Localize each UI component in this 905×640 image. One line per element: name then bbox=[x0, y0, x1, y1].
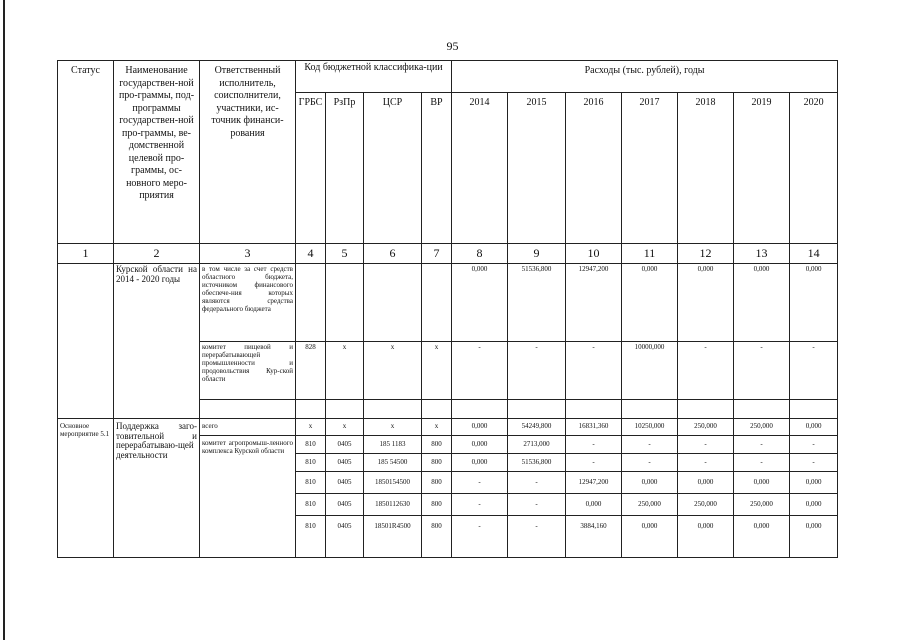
column-number: 6 bbox=[364, 244, 422, 264]
value-cell: 0,000 bbox=[790, 516, 838, 558]
header-name: Наименование государствен-ной про-граммы, под-программы государствен-ной про-граммы, ве-домственной целевой про-граммы, ос-новного меро-приятия bbox=[114, 61, 200, 244]
value-cell: - bbox=[734, 342, 790, 400]
header-year: 2018 bbox=[678, 93, 734, 244]
value-cell: 0,000 bbox=[678, 264, 734, 342]
value-cell: 2713,000 bbox=[508, 436, 566, 454]
value-cell: 250,000 bbox=[734, 419, 790, 436]
value-cell: 0,000 bbox=[678, 472, 734, 494]
status-cell bbox=[58, 264, 114, 419]
header-year: 2020 bbox=[790, 93, 838, 244]
header-code-group: Код бюджетной классифика-ции bbox=[296, 61, 452, 93]
rzpr-cell: 0405 bbox=[326, 436, 364, 454]
value-cell: 250,000 bbox=[734, 494, 790, 516]
grbs-cell bbox=[296, 264, 326, 342]
vr-cell: 800 bbox=[422, 436, 452, 454]
vr-cell: 800 bbox=[422, 454, 452, 472]
page-number: 95 bbox=[446, 39, 459, 53]
vr-cell: 800 bbox=[422, 516, 452, 558]
column-number: 3 bbox=[200, 244, 296, 264]
grbs-cell: 810 bbox=[296, 472, 326, 494]
value-cell: 0,000 bbox=[452, 264, 508, 342]
value-cell: 12947,200 bbox=[566, 264, 622, 342]
rzpr-cell: х bbox=[326, 419, 364, 436]
value-cell: - bbox=[452, 472, 508, 494]
value-cell: - bbox=[678, 454, 734, 472]
value-cell: - bbox=[790, 436, 838, 454]
value-cell: 12947,200 bbox=[566, 472, 622, 494]
value-cell: - bbox=[508, 472, 566, 494]
column-number: 1 bbox=[58, 244, 114, 264]
rzpr-cell: 0405 bbox=[326, 454, 364, 472]
column-number: 8 bbox=[452, 244, 508, 264]
value-cell: - bbox=[622, 454, 678, 472]
grbs-cell: 828 bbox=[296, 342, 326, 400]
column-number: 12 bbox=[678, 244, 734, 264]
value-cell: 0,000 bbox=[790, 264, 838, 342]
value-cell: - bbox=[508, 494, 566, 516]
rzpr-cell: 0405 bbox=[326, 472, 364, 494]
value-cell: 51536,800 bbox=[508, 454, 566, 472]
header-grbs: ГРБС bbox=[296, 93, 326, 244]
executor-cell: комитет агропромыш-ленного комплекса Курской области bbox=[200, 436, 296, 558]
column-number-row bbox=[58, 244, 838, 264]
header-csr: ЦСР bbox=[364, 93, 422, 244]
value-cell: - bbox=[790, 342, 838, 400]
value-cell: 54249,800 bbox=[508, 419, 566, 436]
value-cell: 3884,160 bbox=[566, 516, 622, 558]
vr-cell bbox=[422, 264, 452, 342]
header-rzpr: РзПр bbox=[326, 93, 364, 244]
grbs-cell: х bbox=[296, 419, 326, 436]
column-number: 14 bbox=[790, 244, 838, 264]
grbs-cell: 810 bbox=[296, 454, 326, 472]
value-cell: 0,000 bbox=[734, 516, 790, 558]
value-cell: 10000,000 bbox=[622, 342, 678, 400]
value-cell: - bbox=[452, 494, 508, 516]
column-number: 4 bbox=[296, 244, 326, 264]
csr-cell: 185 1183 bbox=[364, 436, 422, 454]
column-number: 9 bbox=[508, 244, 566, 264]
header-year: 2016 bbox=[566, 93, 622, 244]
status-cell: Основное мероприятие 5.1 bbox=[58, 419, 114, 558]
rzpr-cell bbox=[326, 264, 364, 342]
column-number: 7 bbox=[422, 244, 452, 264]
header-year: 2014 bbox=[452, 93, 508, 244]
value-cell: 250,000 bbox=[678, 419, 734, 436]
value-cell: 10250,000 bbox=[622, 419, 678, 436]
column-number: 2 bbox=[114, 244, 200, 264]
vr-cell: 800 bbox=[422, 472, 452, 494]
table-row bbox=[58, 264, 838, 342]
executor-cell: комитет пищевой и перерабатывающей промышленности и продовольствия Кур-ской области bbox=[200, 342, 296, 400]
rzpr-cell: 0405 bbox=[326, 494, 364, 516]
csr-cell: 185 54500 bbox=[364, 454, 422, 472]
budget-table bbox=[57, 60, 838, 558]
value-cell: 0,000 bbox=[622, 472, 678, 494]
value-cell: 16831,360 bbox=[566, 419, 622, 436]
grbs-cell: 810 bbox=[296, 516, 326, 558]
header-executor: Ответственный исполнитель, соисполнители, участники, ис-точник финанси-рования bbox=[200, 61, 296, 244]
executor-cell: в том числе за счет средств областного бюджета, источником финансового обеспече-ния которых являются средства федерального бюджета bbox=[200, 264, 296, 342]
value-cell: - bbox=[734, 454, 790, 472]
value-cell: 0,000 bbox=[790, 494, 838, 516]
executor-cell: всего bbox=[200, 419, 296, 436]
value-cell: 250,000 bbox=[622, 494, 678, 516]
csr-cell bbox=[364, 264, 422, 342]
value-cell: 0,000 bbox=[734, 472, 790, 494]
value-cell: - bbox=[508, 516, 566, 558]
value-cell: 0,000 bbox=[734, 264, 790, 342]
value-cell: - bbox=[734, 436, 790, 454]
table-row bbox=[58, 419, 838, 436]
value-cell: 0,000 bbox=[790, 472, 838, 494]
header-year: 2015 bbox=[508, 93, 566, 244]
vr-cell: 800 bbox=[422, 494, 452, 516]
header-expenses-group: Расходы (тыс. рублей), годы bbox=[452, 61, 838, 93]
csr-cell: 1850154500 bbox=[364, 472, 422, 494]
vr-cell: х bbox=[422, 342, 452, 400]
value-cell: 0,000 bbox=[622, 516, 678, 558]
value-cell: - bbox=[678, 342, 734, 400]
value-cell: - bbox=[508, 342, 566, 400]
vr-cell: х bbox=[422, 419, 452, 436]
header-vr: ВР bbox=[422, 93, 452, 244]
value-cell: 250,000 bbox=[678, 494, 734, 516]
value-cell: 0,000 bbox=[452, 419, 508, 436]
grbs-cell: 810 bbox=[296, 436, 326, 454]
column-number: 10 bbox=[566, 244, 622, 264]
program-name-cell: Поддержка заго-товительной и перерабатываю-щей деятельности bbox=[114, 419, 200, 558]
grbs-cell: 810 bbox=[296, 494, 326, 516]
value-cell: - bbox=[566, 436, 622, 454]
header-year: 2019 bbox=[734, 93, 790, 244]
csr-cell: х bbox=[364, 419, 422, 436]
rzpr-cell: х bbox=[326, 342, 364, 400]
value-cell: 0,000 bbox=[622, 264, 678, 342]
value-cell: - bbox=[678, 436, 734, 454]
column-number: 13 bbox=[734, 244, 790, 264]
value-cell: - bbox=[452, 342, 508, 400]
value-cell: 0,000 bbox=[678, 516, 734, 558]
value-cell: 51536,800 bbox=[508, 264, 566, 342]
value-cell: 0,000 bbox=[452, 436, 508, 454]
column-number: 11 bbox=[622, 244, 678, 264]
value-cell: 0,000 bbox=[452, 454, 508, 472]
value-cell: 0,000 bbox=[566, 494, 622, 516]
csr-cell: х bbox=[364, 342, 422, 400]
csr-cell: 18501R4500 bbox=[364, 516, 422, 558]
value-cell: - bbox=[790, 454, 838, 472]
value-cell: - bbox=[622, 436, 678, 454]
header-year: 2017 bbox=[622, 93, 678, 244]
value-cell: - bbox=[566, 342, 622, 400]
value-cell: 0,000 bbox=[790, 419, 838, 436]
value-cell: - bbox=[566, 454, 622, 472]
program-name-cell: Курской области на 2014 - 2020 годы bbox=[114, 264, 200, 419]
header-status: Статус bbox=[58, 61, 114, 244]
rzpr-cell: 0405 bbox=[326, 516, 364, 558]
csr-cell: 1850112630 bbox=[364, 494, 422, 516]
column-number: 5 bbox=[326, 244, 364, 264]
left-margin-rule bbox=[3, 0, 5, 640]
value-cell: - bbox=[452, 516, 508, 558]
